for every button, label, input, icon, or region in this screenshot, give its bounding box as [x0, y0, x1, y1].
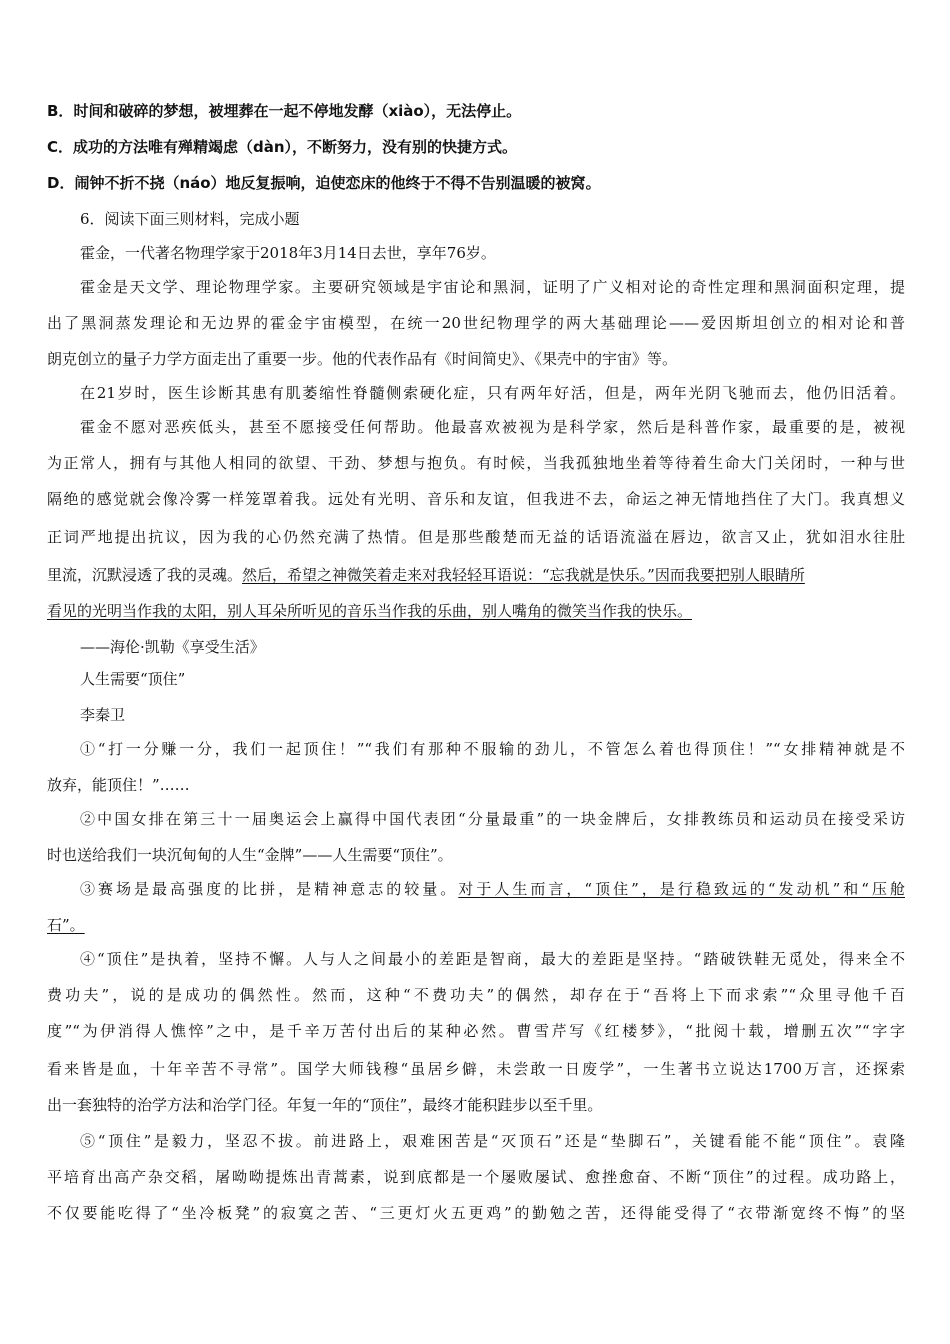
option-text: 成功的方法唯有殚精竭虑（dàn），不断努力，没有别的快捷方式。 [73, 138, 518, 156]
text-line: 正词严地提出抗议，因为我的心仍然充满了热情。但是那些酸楚而无益的话语流溢在唇边，欲言又止，犹如泪水往肚 [47, 528, 905, 546]
option-letter: B． [47, 102, 74, 120]
option-text: 闹钟不折不挠（náo）地反复振响，迫使恋床的他终于不得不告别温暖的被窝。 [74, 174, 601, 192]
text-line [47, 914, 905, 936]
text-line [80, 878, 905, 900]
text-line: 朗克创立的量子力学方面走出了重要一步。他的代表作品有《时间简史》、《果壳中的宇宙》等。 [47, 350, 678, 368]
option-b [47, 100, 905, 122]
article-title: 人生需要“顶住” [80, 670, 186, 688]
text-line: ①“打一分赚一分，我们一起顶住！”“我们有那种不服输的劲儿，不管怎么着也得顶住！”“女排精神就是不 [80, 740, 905, 758]
article-author: 李秦卫 [80, 706, 126, 724]
text-line: ⑤“顶住”是毅力，坚忍不拔。前进路上，艰难困苦是“灭顶石”还是“垫脚石”，关键看能不能“顶住”。袁隆 [80, 1132, 905, 1150]
question-title: 6．阅读下面三则材料，完成小题 [80, 210, 300, 228]
option-letter: C． [47, 138, 74, 156]
text-line: 霍金不愿对恶疾低头，甚至不愿接受任何帮助。他最喜欢被视为是科学家，然后是科普作家，最重要的是，被视 [80, 418, 905, 436]
option-text: 时间和破碎的梦想，被埋葬在一起不停地发酵（xiào），无法停止。 [73, 102, 522, 120]
text-segment: 里流，沉默浸透了我的灵魂。 [47, 566, 243, 584]
source-attribution: ——海伦·凯勒《享受生活》 [80, 638, 265, 656]
text-line: ④“顶住”是执着，坚持不懈。人与人之间最小的差距是智商，最大的差距是坚持。“踏破铁鞋无觅处，得来全不 [80, 950, 905, 968]
text-line [47, 600, 905, 622]
underlined-sentence: 看见的光明当作我的太阳，别人耳朵所听见的音乐当作我的乐曲，别人嘴角的微笑当作我的快乐。 [47, 602, 693, 620]
text-line: 时也送给我们一块沉甸甸的人生“金牌”——人生需要“顶住”。 [47, 846, 453, 864]
text-line: 平培育出高产杂交稻，屠呦呦提炼出青蒿素，说到底都是一个屡败屡试、愈挫愈奋、不断“顶住”的过程。成功路上， [47, 1168, 905, 1186]
text-line: 看来皆是血，十年辛苦不寻常”。国学大师钱穆“虽居乡僻，未尝敢一日废学”，一生著书立说达1700万言，还探索 [47, 1060, 905, 1078]
underlined-sentence: 石”。 [47, 916, 85, 934]
text-line: 不仅要能吃得了“坐冷板凳”的寂寞之苦、“三更灯火五更鸡”的勤勉之苦，还得能受得了“衣带渐宽终不悔”的坚 [47, 1204, 905, 1222]
option-d [47, 172, 905, 194]
text-line: 在21岁时，医生诊断其患有肌萎缩性脊髓侧索硬化症，只有两年好活，但是，两年光阴飞驰而去，他仍旧活着。 [80, 384, 905, 402]
text-line: 放弃，能顶住！”…… [47, 776, 190, 794]
text-line: 出一套独特的治学方法和治学门径。年复一年的“顶住”，最终才能积跬步以至千里。 [47, 1096, 603, 1114]
text-line: 费功夫”，说的是成功的偶然性。然而，这种“不费功夫”的偶然，却存在于“吾将上下而求索”“众里寻他千百 [47, 986, 905, 1004]
text-segment: ③赛场是最高强度的比拼，是精神意志的较量。 [80, 880, 459, 898]
text-line: 为正常人，拥有与其他人相同的欲望、干劲、梦想与抱负。有时候，当我孤独地坐着等待着生命大门关闭时，一种与世 [47, 454, 905, 472]
text-line [47, 564, 905, 586]
text-line: 霍金是天文学、理论物理学家。主要研究领域是宇宙论和黑洞，证明了广义相对论的奇性定理和黑洞面积定理，提 [80, 278, 905, 296]
underlined-sentence: 然后，希望之神微笑着走来对我轻轻耳语说：“忘我就是快乐。”因而我要把别人眼睛所 [242, 566, 805, 584]
option-c [47, 136, 905, 158]
text-line: 霍金，一代著名物理学家于2018年3月14日去世，享年76岁。 [80, 244, 496, 262]
text-line: 出了黑洞蒸发理论和无边界的霍金宇宙模型，在统一20世纪物理学的两大基础理论——爱因斯坦创立的相对论和普 [47, 314, 905, 332]
text-line: 隔绝的感觉就会像冷雾一样笼罩着我。远处有光明、音乐和友谊，但我进不去，命运之神无情地挡住了大门。我真想义 [47, 490, 905, 508]
option-letter: D． [47, 174, 75, 192]
underlined-sentence: 对于人生而言，“顶住”，是行稳致远的“发动机”和“压舱 [458, 880, 905, 898]
text-line: 度”“为伊消得人憔悴”之中，是千辛万苦付出后的某种必然。曹雪芹写《红楼梦》，“批阅十载，增删五次”“字字 [47, 1022, 905, 1040]
text-line: ②中国女排在第三十一届奥运会上赢得中国代表团“分量最重”的一块金牌后，女排教练员和运动员在接受采访 [80, 810, 905, 828]
